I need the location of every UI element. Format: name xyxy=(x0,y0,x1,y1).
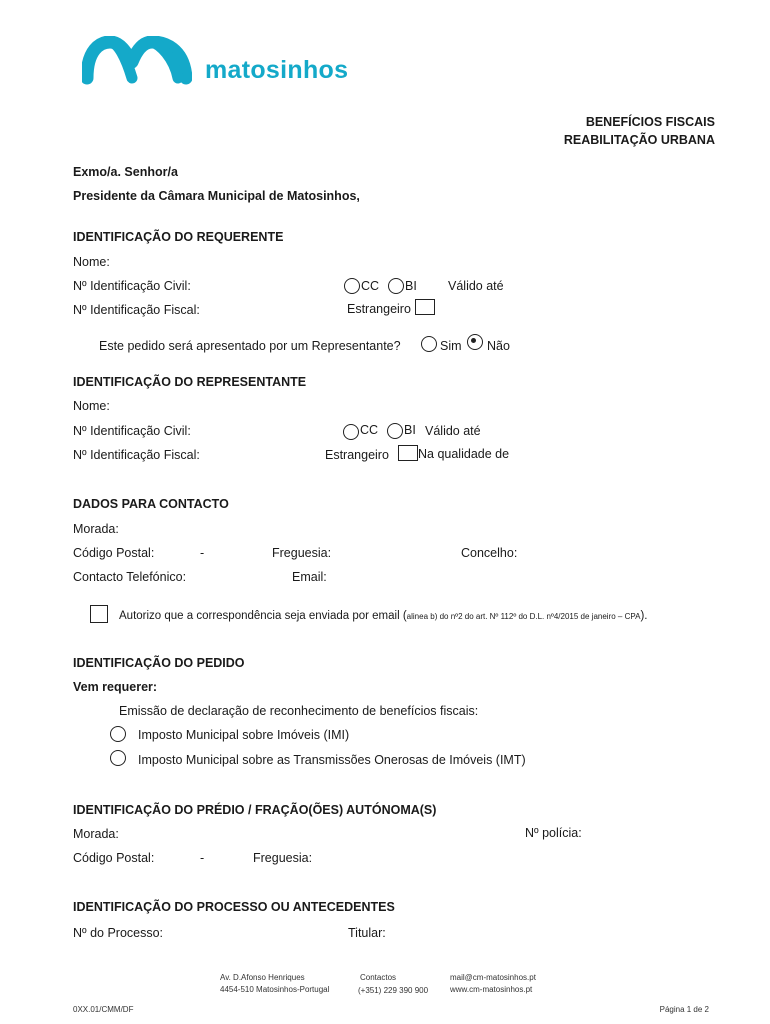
predio-morada-label: Morada: xyxy=(73,827,119,841)
predio-policia-label: Nº polícia: xyxy=(525,826,582,840)
section-heading-predio: IDENTIFICAÇÃO DO PRÉDIO / FRAÇÃO(ÕES) AUTÓNOMA(S) xyxy=(73,803,437,817)
representante-qualidade-label: Na qualidade de xyxy=(418,447,510,461)
footer-doc-code: 0XX.01/CMM/DF xyxy=(73,1005,134,1014)
requerente-bi-radio[interactable] xyxy=(388,278,404,294)
representante-cc-radio[interactable] xyxy=(343,424,359,440)
pedido-imt-radio[interactable] xyxy=(110,750,126,766)
representante-id-fiscal-label: Nº Identificação Fiscal: xyxy=(73,448,200,462)
contacto-email-label: Email: xyxy=(292,570,327,584)
contacto-concelho-label: Concelho: xyxy=(461,546,518,560)
requerente-estrangeiro-checkbox[interactable] xyxy=(415,299,435,315)
footer-web: www.cm-matosinhos.pt xyxy=(450,985,533,994)
autorizo-main: Autorizo que a correspondência seja enviada por email ( xyxy=(119,610,407,622)
predio-codigo-postal-dash: - xyxy=(200,851,205,865)
requerente-cc-radio[interactable] xyxy=(344,278,360,294)
processo-titular-label: Titular: xyxy=(348,926,386,940)
representante-bi-label: BI xyxy=(404,423,416,437)
document-title-line2: REABILITAÇÃO URBANA xyxy=(563,133,715,147)
requerente-id-civil-label: Nº Identificação Civil: xyxy=(73,279,191,293)
contacto-morada-label: Morada: xyxy=(73,522,119,536)
processo-numero-label: Nº do Processo: xyxy=(73,926,164,940)
footer-page-number: Página 1 de 2 xyxy=(659,1005,709,1014)
pedido-emissao-label: Emissão de declaração de reconhecimento de benefícios fiscais: xyxy=(119,704,479,718)
contacto-codigo-postal-dash: - xyxy=(200,546,205,560)
requerente-bi-label: BI xyxy=(405,279,417,293)
pedido-imi-label: Imposto Municipal sobre Imóveis (IMI) xyxy=(138,728,350,742)
requerente-id-fiscal-label: Nº Identificação Fiscal: xyxy=(73,303,200,317)
footer-contactos-label: Contactos xyxy=(360,973,397,982)
footer-mail: mail@cm-matosinhos.pt xyxy=(450,973,536,982)
pedido-vem-requerer: Vem requerer: xyxy=(73,680,158,694)
document-title-line1: BENEFÍCIOS FISCAIS xyxy=(585,115,715,129)
footer-address-line1: Av. D.Afonso Henriques xyxy=(220,973,305,982)
autorizo-email-text xyxy=(119,610,647,622)
footer-phone: (+351) 229 390 900 xyxy=(358,986,429,995)
representante-estrangeiro-checkbox[interactable] xyxy=(398,445,418,461)
representante-bi-radio[interactable] xyxy=(387,423,403,439)
contacto-telefonico-label: Contacto Telefónico: xyxy=(73,570,187,584)
autorizo-legal-ref: alinea b) do nº2 do art. Nº 112º do D.L. nº4/2015 de janeiro – CPA xyxy=(406,612,641,621)
representante-id-civil-label: Nº Identificação Civil: xyxy=(73,424,191,438)
requerente-nome-label: Nome: xyxy=(73,255,110,269)
contacto-codigo-postal-label: Código Postal: xyxy=(73,546,155,560)
salutation-line2: Presidente da Câmara Municipal de Matosinhos, xyxy=(73,189,360,203)
representante-nao-radio[interactable] xyxy=(467,334,483,350)
logo-text: matosinhos xyxy=(205,56,349,84)
requerente-estrangeiro-label: Estrangeiro xyxy=(347,302,411,316)
representante-sim-radio[interactable] xyxy=(421,336,437,352)
pedido-imt-label: Imposto Municipal sobre as Transmissões Onerosas de Imóveis (IMT) xyxy=(138,753,526,767)
representante-question: Este pedido será apresentado por um Representante? xyxy=(99,339,401,353)
salutation-line1: Exmo/a. Senhor/a xyxy=(73,165,178,179)
requerente-valido-label: Válido até xyxy=(448,279,504,293)
footer-address-line2: 4454-510 Matosinhos-Portugal xyxy=(220,985,330,994)
predio-freguesia-label: Freguesia: xyxy=(253,851,313,865)
representante-cc-label: CC xyxy=(360,423,379,437)
contacto-freguesia-label: Freguesia: xyxy=(272,546,332,560)
section-heading-processo: IDENTIFICAÇÃO DO PROCESSO OU ANTECEDENTES xyxy=(73,900,395,914)
representante-valido-label: Válido até xyxy=(425,424,481,438)
representante-sim-label: Sim xyxy=(440,339,462,353)
representante-estrangeiro-label: Estrangeiro xyxy=(325,448,389,462)
autorizo-email-checkbox[interactable] xyxy=(90,605,108,623)
logo-mark-icon xyxy=(82,36,192,86)
representante-nome-label: Nome: xyxy=(73,399,110,413)
requerente-cc-label: CC xyxy=(361,279,380,293)
section-heading-pedido: IDENTIFICAÇÃO DO PEDIDO xyxy=(73,656,245,670)
predio-codigo-postal-label: Código Postal: xyxy=(73,851,155,865)
autorizo-end: ). xyxy=(640,610,648,622)
pedido-imi-radio[interactable] xyxy=(110,726,126,742)
section-heading-contacto: DADOS PARA CONTACTO xyxy=(73,497,229,511)
representante-nao-label: Não xyxy=(487,339,510,353)
section-heading-representante: IDENTIFICAÇÃO DO REPRESENTANTE xyxy=(73,375,307,389)
section-heading-requerente: IDENTIFICAÇÃO DO REQUERENTE xyxy=(73,230,284,244)
